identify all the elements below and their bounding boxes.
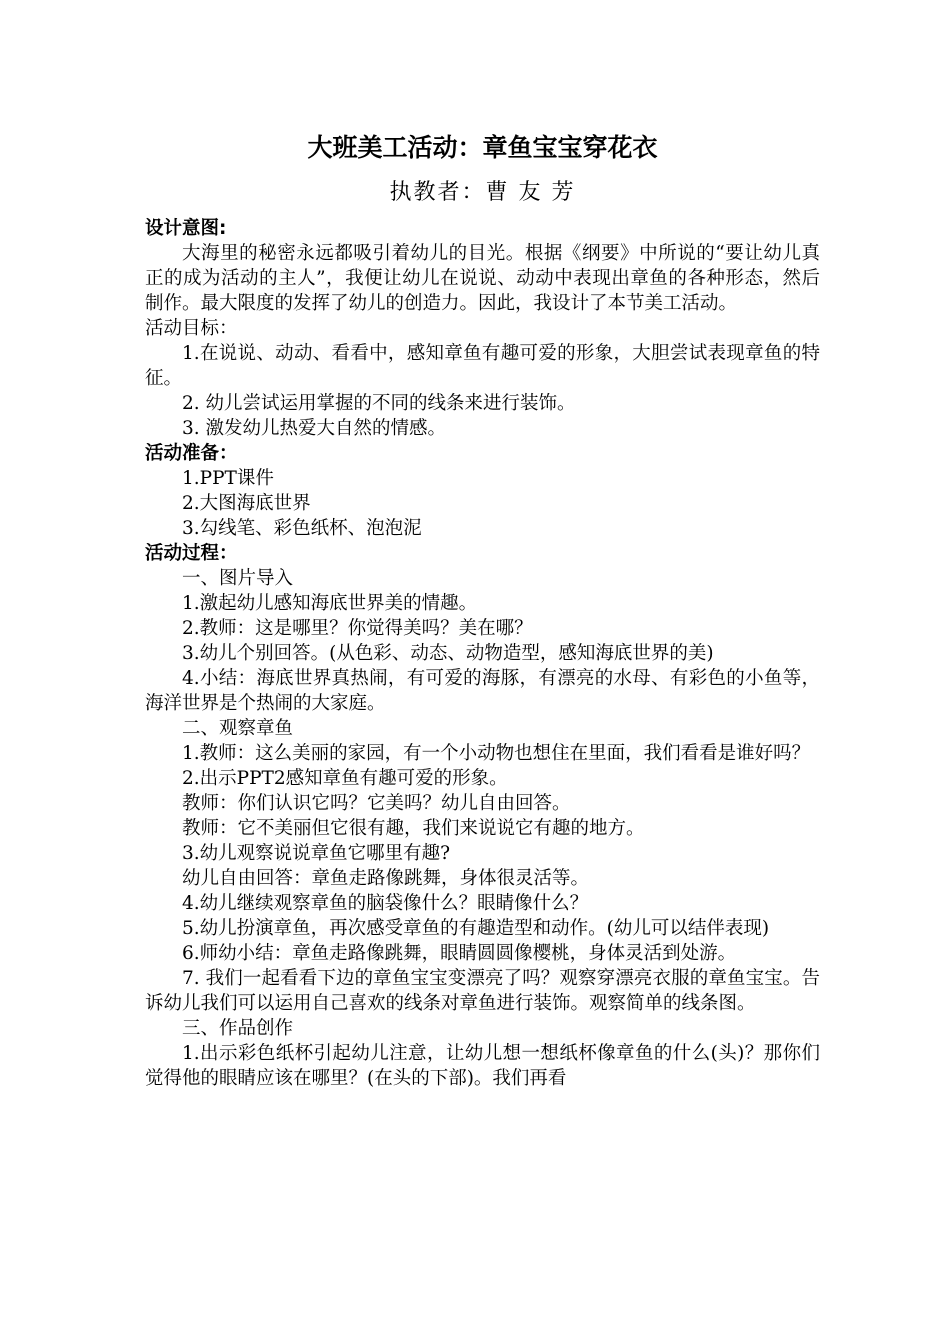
process-item: 3.幼儿观察说说章鱼它哪里有趣?: [182, 843, 451, 864]
process-item: 4.小结：海底世界真热闹，有可爱的海豚，有漂亮的水母、有彩色的小鱼等，海洋世界是个热闹的大家庭。: [145, 668, 820, 714]
process-item: 幼儿自由回答：章鱼走路像跳舞，身体很灵活等。: [182, 868, 590, 889]
process-item: 1.出示彩色纸杯引起幼儿注意，让幼儿想一想纸杯像章鱼的什么(头)？那你们觉得他的眼睛应该在哪里？(在头的下部)。我们再看: [145, 1043, 820, 1089]
goal-item: 1.在说说、动动、看看中，感知章鱼有趣可爱的形象，大胆尝试表现章鱼的特征。: [145, 343, 820, 389]
process-item: 3.幼儿个别回答。(从色彩、动态、动物造型，感知海底世界的美): [182, 643, 714, 664]
section-title: 二、观察章鱼: [182, 718, 294, 739]
prep-heading: 活动准备：: [145, 443, 238, 464]
process-heading: 活动过程：: [145, 543, 238, 564]
process-item: 1.激起幼儿感知海底世界美的情趣。: [182, 593, 478, 614]
process-item: 5.幼儿扮演章鱼，再次感受章鱼的有趣造型和动作。(幼儿可以结伴表现): [182, 918, 770, 939]
document-title: 大班美工活动：章鱼宝宝穿花衣: [307, 133, 658, 162]
prep-item: 1.PPT课件: [182, 468, 274, 489]
section-title: 一、图片导入: [182, 568, 294, 589]
prep-item: 3.勾线笔、彩色纸杯、泡泡泥: [182, 518, 422, 539]
process-item: 1.教师：这么美丽的家园，有一个小动物也想住在里面，我们看看是谁好吗？: [182, 743, 811, 764]
design-paragraph: 大海里的秘密永远都吸引着幼儿的目光。根据《纲要》中所说的“要让幼儿真正的成为活动的主人”，我便让幼儿在说说、动动中表现出章鱼的各种形态，然后制作。最大限度的发挥了幼儿的创造力。因此，我设计了本节美工活动。: [145, 243, 820, 314]
process-item: 7. 我们一起看看下边的章鱼宝宝变漂亮了吗？观察穿漂亮衣服的章鱼宝宝。告诉幼儿我们可以运用自己喜欢的线条对章鱼进行装饰。观察简单的线条图。: [145, 968, 820, 1014]
goal-item: 3. 激发幼儿热爱大自然的情感。: [182, 418, 447, 439]
goals-heading: 活动目标：: [145, 318, 238, 339]
goal-item: 2. 幼儿尝试运用掌握的不同的线条来进行装饰。: [182, 393, 576, 414]
process-item: 6.师幼小结：章鱼走路像跳舞，眼睛圆圆像樱桃，身体灵活到处游。: [182, 943, 737, 964]
design-heading: 设计意图:: [145, 218, 227, 239]
process-item: 教师：它不美丽但它很有趣，我们来说说它有趣的地方。: [182, 818, 645, 839]
process-item: 2.教师：这是哪里？你觉得美吗？美在哪？: [182, 618, 533, 639]
section-title: 三、作品创作: [182, 1018, 294, 1039]
process-item: 4.幼儿继续观察章鱼的脑袋像什么？眼睛像什么？: [182, 893, 589, 914]
author-line: 执教者：曹 友 芳: [389, 180, 576, 205]
prep-item: 2.大图海底世界: [182, 493, 311, 514]
process-item: 教师：你们认识它吗？它美吗？幼儿自由回答。: [182, 793, 571, 814]
process-item: 2.出示PPT2感知章鱼有趣可爱的形象。: [182, 768, 508, 789]
